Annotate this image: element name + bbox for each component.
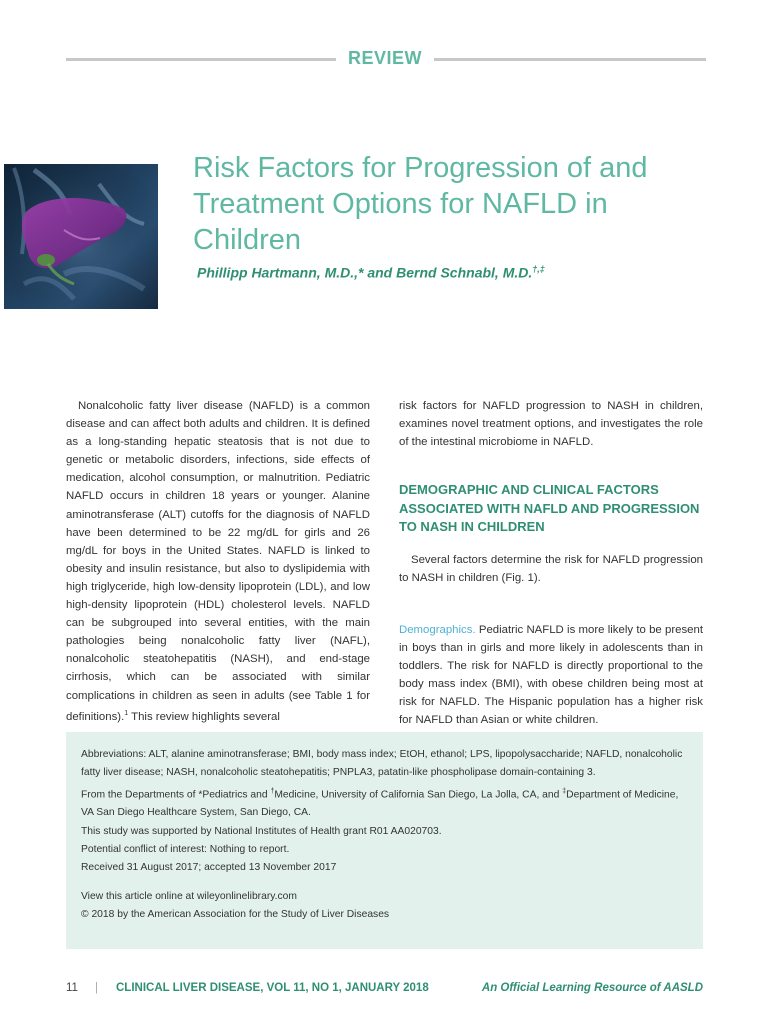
- double-dagger-mark: ‡: [562, 787, 567, 795]
- liver-anatomy-graphic: [4, 164, 158, 309]
- funding-statement: This study was supported by National Institutes of Health grant R01 AA020703.: [81, 825, 442, 837]
- online-link[interactable]: View this article online at wileyonlinelibrary.com: [81, 890, 297, 902]
- aasld-tagline: An Official Learning Resource of AASLD: [481, 982, 703, 994]
- footnote-box: [66, 732, 703, 949]
- body-column-left: [66, 397, 370, 725]
- factors-paragraph: Several factors determine the risk for NAFLD progression to NASH in children (Fig. 1).: [399, 553, 703, 584]
- affiliation-part-2: Medicine, University of California San Diego, La Jolla, CA, and: [274, 789, 563, 801]
- intro-text: Nonalcoholic fatty liver disease (NAFLD) is a common disease and can affect both adults and children. It is defined as a long-standing hepatic steatosis that is not due to genetic or metabolic disorders, infections, side effects of medication, alcohol consumption, or malnutrition. Pediatric NAFLD occurs in children 18 years or younger. Alanine aminotransferase (ALT) cutoffs for the diagnosis of NAFLD have been determined to be 22 mg/dL for girls and 26 mg/dL for boys in the United States. NAFLD is linked to obesity and insulin resistance, but also to dyslipidemia with high triglyceride, high low-density lipoprotein (LDL), and low high-density lipoprotein (HDL) cholesterol levels. NAFLD can be subgrouped into several entities, with the main pathologies being nonalcoholic fatty liver (NAFL), nonalcoholic steatohepatitis (NASH), and end-stage cirrhosis, which can be associated with similar complications in children as seen in adults (see Table 1 for definitions).: [66, 400, 370, 723]
- author-affiliation-marks: †,‡: [532, 264, 545, 274]
- section-label: REVIEW: [347, 48, 422, 68]
- subsection-label: Demographics.: [399, 623, 476, 636]
- body-column-right: [399, 397, 703, 730]
- intro-paragraph: [66, 397, 370, 725]
- received-dates: Received 31 August 2017; accepted 13 November 2017: [81, 862, 337, 874]
- affiliation-part-1: From the Departments of *Pediatrics and: [81, 789, 271, 801]
- section-heading: DEMOGRAPHIC AND CLINICAL FACTORS ASSOCIATED WITH NAFLD AND PROGRESSION TO NASH IN CHILDREN: [399, 482, 700, 535]
- intro-text-tail: This review highlights several: [128, 710, 280, 723]
- page-footer: [66, 982, 706, 998]
- demographics-text: Pediatric NAFLD is more likely to be present in boys than in girls and more likely in adolescents than in toddlers. The risk for NAFLD is directly proportional to the body mass index (BMI), with obese children being most at risk for NAFLD. The Hispanic population has a higher risk for NAFLD than Asian or white children.: [399, 623, 703, 727]
- reference-marker: 1: [124, 709, 129, 717]
- article-authors: [197, 264, 717, 281]
- footnote-spacer: [81, 878, 693, 888]
- abbreviations: Abbreviations: ALT, alanine aminotransferase; BMI, body mass index; EtOH, ethanol; LPS, lipopolysaccharide; NAFLD, nonalcoholic fatty liver disease; NASH, nonalcoholic steatohepatitis; PNPLA3, patatin-like phospholipase domain-containing 3.: [81, 749, 683, 779]
- intro-continuation: risk factors for NAFLD progression to NASH in children, examines novel treatment options, and investigates the role of the intestinal microbiome in NAFLD.: [399, 400, 703, 449]
- affiliation-part-3: Department of Medicine, VA San Diego Healthcare System, San Diego, CA.: [81, 789, 679, 819]
- liver-illustration: [4, 164, 158, 309]
- header-rule-left: [66, 58, 336, 61]
- copyright: © 2018 by the American Association for the Study of Liver Diseases: [81, 908, 390, 920]
- demographics-paragraph: [399, 621, 703, 730]
- page-number: 11: [66, 982, 78, 994]
- author-names: Phillipp Hartmann, M.D.,* and Bernd Schnabl, M.D.: [197, 264, 533, 281]
- dagger-mark: †: [270, 787, 275, 795]
- footer-separator: |: [95, 982, 98, 994]
- affiliations: [81, 783, 693, 823]
- journal-citation: CLINICAL LIVER DISEASE, VOL 11, NO 1, JANUARY 2018: [116, 982, 429, 994]
- section-header: [66, 48, 706, 70]
- header-rule-right: [434, 58, 706, 61]
- conflict-statement: Potential conflict of interest: Nothing to report.: [81, 843, 290, 855]
- article-title: Risk Factors for Progression of and Treatment Options for NAFLD in Children: [193, 152, 648, 256]
